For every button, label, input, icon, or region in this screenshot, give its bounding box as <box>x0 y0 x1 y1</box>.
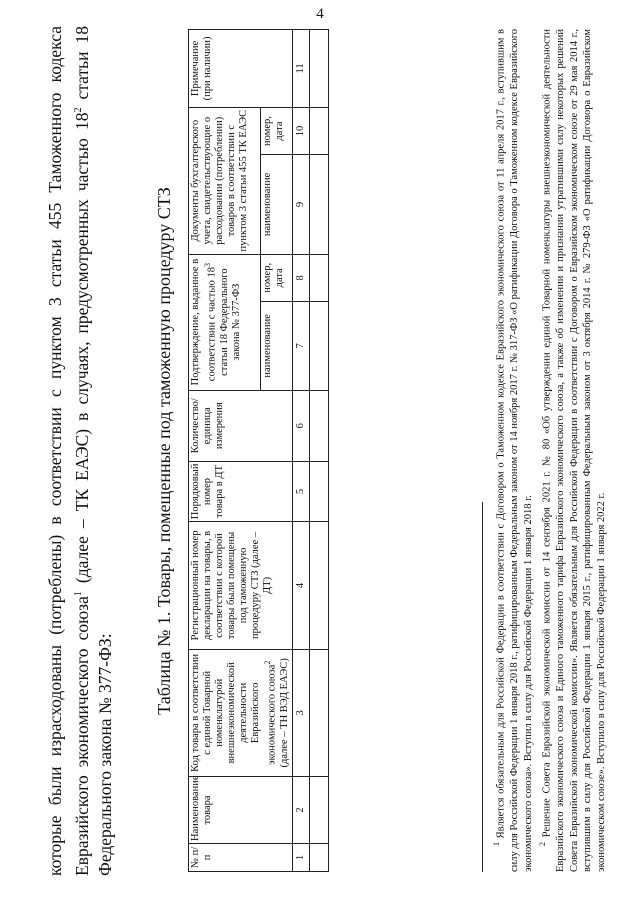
page-number: 4 <box>316 6 324 22</box>
subheader-docs-number: номер, дата <box>261 107 292 154</box>
header-confirmation <box>189 254 261 390</box>
header-accounting-docs: Документы бухгалтерского учета, свидетельствующие о расходовании (потреблении) товаров в соответствии с пунктом 3 статьи 455 ТК ЕАЭС <box>189 107 261 254</box>
header-confirmation-text: Подтверждение, выданное в соответствии с частью 18 <box>190 258 218 386</box>
column-number: 9 <box>292 155 309 254</box>
footnotes <box>490 29 609 872</box>
empty-cell <box>309 155 328 254</box>
header-quantity: Количество/ единица измерения <box>189 390 293 461</box>
column-number: 11 <box>292 30 309 108</box>
empty-cell <box>309 522 328 649</box>
empty-cell <box>309 461 328 521</box>
column-number: 1 <box>292 843 309 871</box>
column-number: 4 <box>292 522 309 649</box>
column-number-row <box>292 30 309 872</box>
part-sup: 2 <box>73 107 84 113</box>
empty-cell <box>309 390 328 461</box>
footnote-ref-2: 2 <box>263 660 272 665</box>
footnote-ref-1: 1 <box>73 591 84 597</box>
footnote-separator <box>482 502 483 872</box>
header-goods-name: Наименование товара <box>189 777 293 844</box>
footnote-1-text: Является обязательным для Российской Федерации в соответствии с Договором о Таможенном кодексе Евразийского экономического союза от 11 апреля 2017 г., вступившим в силу для Российской Федерации 1 января 2018 г., ратифицированным Федеральным законом от 14 ноября 2017 г. № 317-ФЗ «О ратификации Договора о Таможенном кодексе Евразийского экономического союза». Вступил в силу для Российской Федерации 1 января 2018 г. <box>495 29 534 872</box>
subheader-confirmation-number: номер, дата <box>261 254 292 302</box>
intro-part-2: (далее – ТК ЕАЭС) в случаях, предусмотренных частью 18 <box>71 112 92 592</box>
column-number: 2 <box>292 777 309 844</box>
empty-cell <box>309 302 328 391</box>
header-number: № п/п <box>189 843 293 871</box>
header-note: Примечание (при наличии) <box>189 30 293 108</box>
empty-data-row <box>309 30 328 872</box>
table-title: Таблица № 1. Товары, помещенные под таможенную процедуру СТЗ <box>154 187 174 715</box>
footnote-2-mark: 2 <box>538 842 547 846</box>
column-number: 7 <box>292 302 309 391</box>
header-confirmation-tail: статьи 18 Федерального закона № 377-ФЗ <box>218 268 242 376</box>
column-number: 6 <box>292 390 309 461</box>
subheader-confirmation-name: наименование <box>261 302 292 391</box>
empty-cell <box>309 777 328 844</box>
header-goods-code-tail: (далее – ТН ВЭД ЕАЭС) <box>278 658 290 768</box>
subheader-docs-name: наименование <box>261 155 292 254</box>
footnote-1-mark: 1 <box>492 842 501 846</box>
empty-cell <box>309 107 328 154</box>
column-number: 10 <box>292 107 309 154</box>
header-goods-code-text: Код товара в соответствии с единой Товарной номенклатурой внешнеэкономической деятельности Евразийского экономического союза <box>190 653 278 772</box>
header-row <box>189 30 261 872</box>
empty-cell <box>309 254 328 302</box>
footnote-1 <box>490 29 535 872</box>
footnote-2-text: Решение Совета Евразийской экономической комиссии от 14 сентября 2021 г. № 80 «Об утверждении единой Товарной номенклатуры внешнеэкономической деятельности Евразийского экономического союза и Единого таможенного тарифа Евразийского экономического союза, а также об изменении и признании утратившими силу некоторых решений Совета Евразийской экономической комиссии». Является обязательным для Российской Федерации в соответствии с Договором о Евразийском экономическом союзе от 29 мая 2014 г., вступившим в силу для Российской Федерации 1 января 2015 г., ратифицированным Федеральным законом от 3 октября 2014 г. № 279-ФЗ «О ратификации Договора о Евразийском экономическом союзе». Вступило в силу для Российской Федерации 1 января 2022 г. <box>541 29 607 872</box>
rotated-page-content <box>44 26 624 876</box>
column-number: 3 <box>292 649 309 776</box>
empty-cell <box>309 649 328 776</box>
intro-part-1: которые были израсходованы (потреблены) в соответствии с пунктом 3 статьи 455 Таможенного кодекса Евразийского экономического союза <box>45 26 92 876</box>
intro-paragraph <box>44 26 117 876</box>
header-goods-code <box>189 649 293 776</box>
empty-cell <box>309 843 328 871</box>
header-item-number: Порядковый номер товара в ДТ <box>189 461 293 521</box>
column-number: 5 <box>292 461 309 521</box>
column-number: 8 <box>292 254 309 302</box>
goods-table <box>188 29 329 872</box>
footnote-ref-3: 3 <box>203 263 212 267</box>
empty-cell <box>309 30 328 108</box>
header-declaration-number: Регистрационный номер декларации на товары, в соответствии с которой товары были помещены под таможенную процедуру СТЗ (далее – ДТ) <box>189 522 293 649</box>
intro-part-3: статьи 18 Федерального закона № 377-ФЗ: <box>71 25 115 876</box>
footnote-2 <box>536 29 608 872</box>
